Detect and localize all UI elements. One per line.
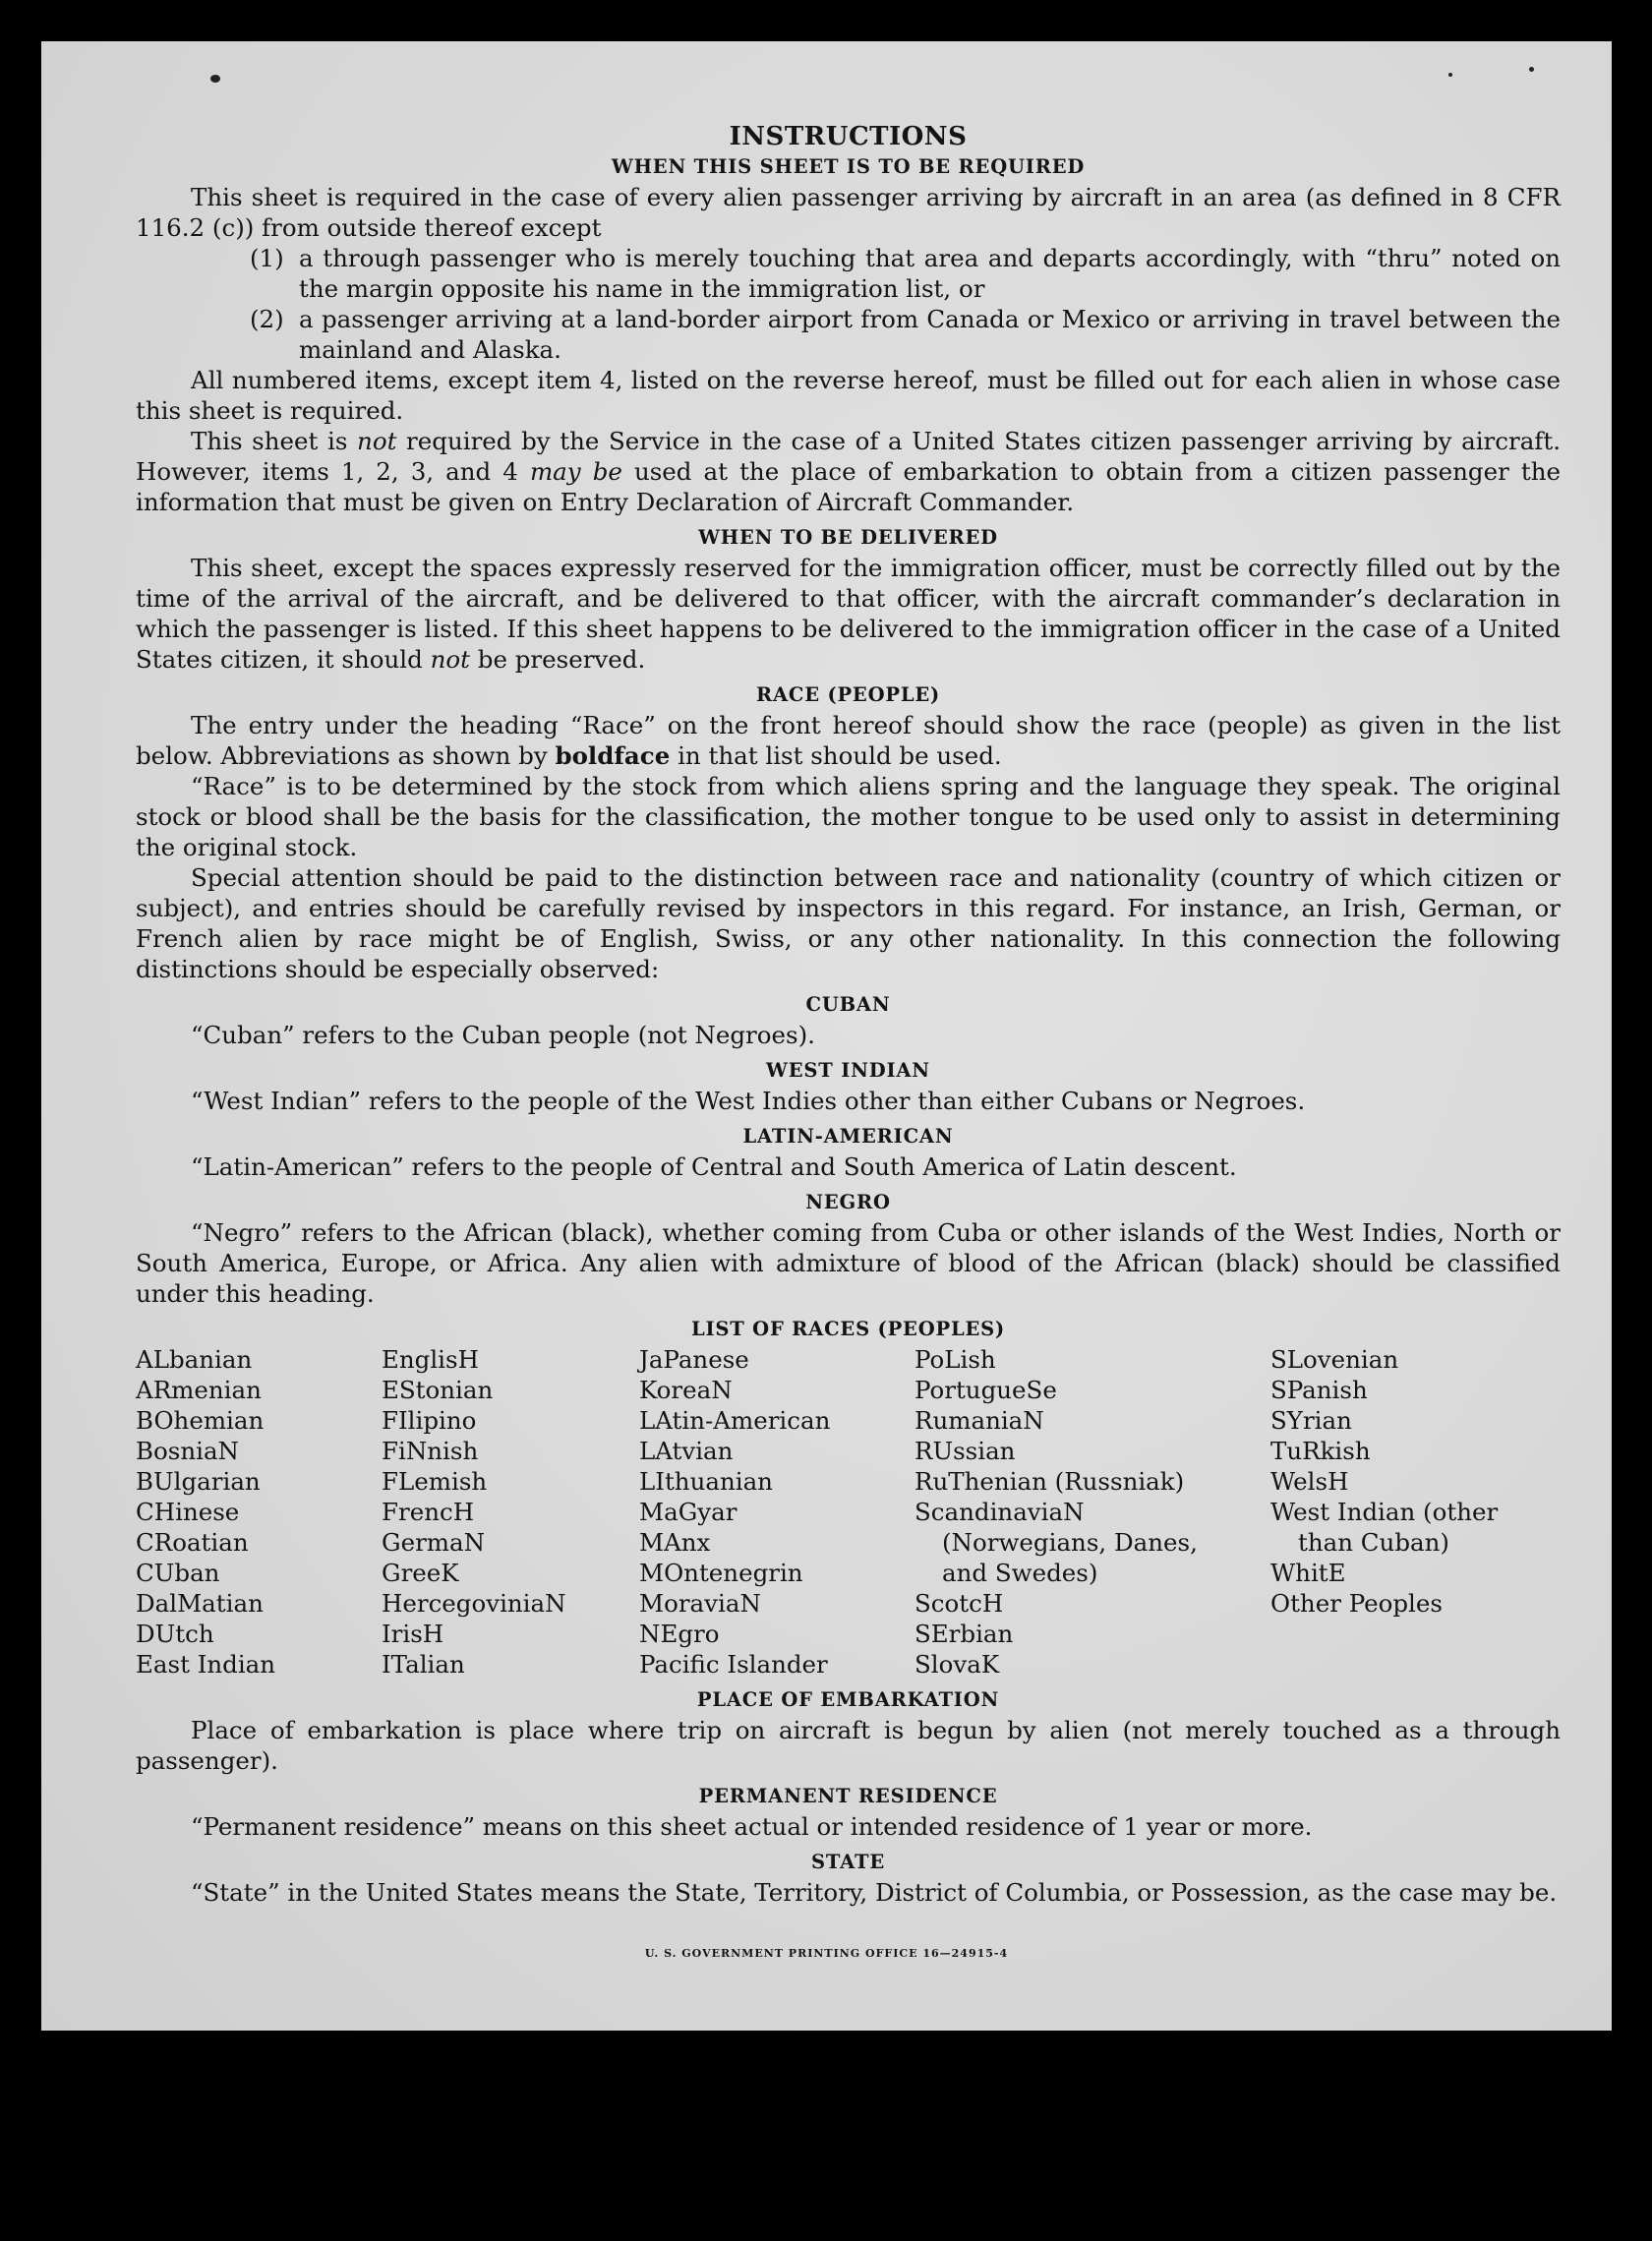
paragraph: [136, 710, 1561, 771]
race-item: CHinese: [136, 1498, 240, 1526]
heading-negro: NEGRO: [805, 1191, 891, 1213]
item-number: (1): [250, 244, 284, 272]
emphasis-not: not: [357, 427, 397, 455]
race-item: WelsH: [1270, 1467, 1349, 1496]
race-item: DUtch: [136, 1620, 214, 1648]
bold-word: boldface: [555, 741, 671, 770]
list-item: [136, 243, 1561, 304]
paragraph: “Latin-American” refers to the people of Central and South America of Latin descent.: [191, 1152, 1237, 1181]
race-item: CUban: [136, 1559, 220, 1587]
paragraph: This sheet is required in the case of every alien passenger arriving by aircraft in an area (as defined in 8 CFR 116.2 (c)) from outside thereof except: [136, 183, 1561, 242]
race-item: CRoatian: [136, 1528, 249, 1557]
race-item: EStonian: [382, 1376, 494, 1404]
text-run: be preserved.: [469, 645, 646, 674]
race-item: Other Peoples: [1270, 1589, 1443, 1618]
race-item: SErbian: [914, 1620, 1014, 1648]
race-item: FrencH: [382, 1498, 475, 1526]
text-run: This sheet, except the spaces expressly reserved for the immigration officer, must be correctly filled out by the time of the arrival of the aircraft, and be delivered to that officer, with the aircraft commander’s declaration in which the passenger is listed. If this sheet happens to be delivered to the immigration officer in the case of a United States citizen, it should: [136, 554, 1561, 674]
text-run: This sheet is: [191, 427, 358, 455]
race-item: JaPanese: [639, 1345, 749, 1374]
heading-race: RACE (PEOPLE): [755, 683, 941, 706]
race-item: LAtvian: [639, 1437, 734, 1465]
instructions-body: [136, 122, 1561, 1908]
race-item: KoreaN: [639, 1376, 733, 1404]
document-sheet: [41, 41, 1612, 2031]
race-item: FIlipino: [382, 1406, 477, 1435]
race-item: ScandinaviaN (Norwegians, Danes, and Swedes): [914, 1498, 1198, 1587]
list-item: [136, 304, 1561, 365]
item-number: (2): [250, 305, 284, 333]
paragraph: All numbered items, except item 4, listed on the reverse hereof, must be filled out for each alien in whose case this sheet is required.: [136, 366, 1561, 425]
paragraph: “Negro” refers to the African (black), whether coming from Cuba or other islands of the West Indies, North or South America, Europe, or Africa. Any alien with admixture of blood of the African (black) should be classified under this heading.: [136, 1218, 1561, 1308]
race-item: ITalian: [382, 1650, 465, 1679]
emphasis-may-be: may be: [529, 457, 622, 486]
race-item: PoLish: [914, 1345, 996, 1374]
paragraph: “Cuban” refers to the Cuban people (not Negroes).: [191, 1021, 815, 1049]
race-item: MaGyar: [639, 1498, 738, 1526]
heading-latin-american: LATIN-AMERICAN: [742, 1125, 954, 1148]
paragraph: “Race” is to be determined by the stock from which aliens spring and the language they speak. The original stock or blood shall be the basis for the classification, the mother tongue to be used only to assist in determining the original stock.: [136, 772, 1561, 861]
race-item: NEgro: [639, 1620, 720, 1648]
race-item: SLovenian: [1270, 1345, 1399, 1374]
race-item: ScotcH: [914, 1589, 1004, 1618]
race-item: EnglisH: [382, 1345, 479, 1374]
race-item: ALbanian: [136, 1345, 253, 1374]
heading-cuban: CUBAN: [805, 993, 891, 1016]
race-item: East Indian: [136, 1650, 276, 1679]
text-run: The entry under the heading “Race” on the front hereof should show the race (people) as given in the list below. Abbreviations as shown by: [136, 711, 1561, 770]
heading-list-of-races: LIST OF RACES (PEOPLES): [690, 1318, 1006, 1340]
heading-when-delivered: WHEN TO BE DELIVERED: [698, 526, 998, 549]
race-item: TuRkish: [1270, 1437, 1371, 1465]
text-run: required by the Service in the case of a United States citizen passenger arriving by aircraft. However, items 1, 2, 3, and 4: [136, 427, 1561, 486]
race-item: BUlgarian: [136, 1467, 261, 1496]
print-speck: [1448, 73, 1452, 77]
item-text: a through passenger who is merely touching that area and departs accordingly, with “thru” noted on the margin opposite his name in the immigration list, or: [299, 244, 1561, 303]
race-item: BosniaN: [136, 1437, 239, 1465]
race-item: FLemish: [382, 1467, 488, 1496]
race-item: Pacific Islander: [639, 1650, 828, 1679]
race-item: WhitE: [1270, 1559, 1346, 1587]
race-item: FiNnish: [382, 1437, 479, 1465]
print-speck: [1529, 67, 1534, 72]
printing-office-imprint: U. S. GOVERNMENT PRINTING OFFICE 16—24915-4: [644, 1947, 1009, 1960]
paragraph: [136, 553, 1561, 675]
race-column-1: [136, 1344, 382, 1680]
paragraph: “Permanent residence” means on this sheet actual or intended residence of 1 year or more.: [191, 1812, 1313, 1841]
race-item: West Indian (other than Cuban): [1270, 1498, 1499, 1557]
race-item: IrisH: [382, 1620, 444, 1648]
text-run: used at the place of embarkation to obtain from a citizen passenger the information that must be given on Entry Declaration of Aircraft Commander.: [136, 457, 1561, 516]
race-column-4: [914, 1344, 1270, 1680]
heading-permanent-residence: PERMANENT RESIDENCE: [698, 1785, 998, 1807]
heading-place-of-embarkation: PLACE OF EMBARKATION: [696, 1688, 1000, 1711]
paragraph: “West Indian” refers to the people of the West Indies other than either Cubans or Negroes.: [191, 1087, 1306, 1115]
heading-state: STATE: [811, 1851, 885, 1873]
race-item: PortugueSe: [914, 1376, 1057, 1404]
paragraph: Place of embarkation is place where trip on aircraft is begun by alien (not merely touched as a through passenger).: [136, 1716, 1561, 1775]
race-item: RuThenian (Russniak): [914, 1467, 1185, 1496]
race-item: GreeK: [382, 1559, 459, 1587]
race-item: DalMatian: [136, 1589, 264, 1618]
race-item: HercegoviniaN: [382, 1589, 566, 1618]
race-item: MoraviaN: [639, 1589, 761, 1618]
paragraph: [136, 426, 1561, 517]
paragraph: Special attention should be paid to the distinction between race and nationality (country of which citizen or subject), and entries should be carefully revised by inspectors in this regard. For instance, an Irish, German, or French alien by race might be of English, Swiss, or any other nationality. In this connection the following distinctions should be especially observed:: [136, 863, 1561, 983]
race-item: LIthuanian: [639, 1467, 773, 1496]
race-item: MOntenegrin: [639, 1559, 803, 1587]
race-item: BOhemian: [136, 1406, 265, 1435]
emphasis-not: not: [430, 645, 470, 674]
race-item: MAnx: [639, 1528, 711, 1557]
race-item: RUssian: [914, 1437, 1016, 1465]
race-item: GermaN: [382, 1528, 486, 1557]
print-speck: [210, 75, 220, 83]
heading-west-indian: WEST INDIAN: [766, 1059, 930, 1082]
race-list: [136, 1344, 1561, 1680]
paragraph: “State” in the United States means the State, Territory, District of Columbia, or Possession, as the case may be.: [191, 1878, 1558, 1907]
race-item: ARmenian: [136, 1376, 262, 1404]
race-item: RumaniaN: [914, 1406, 1044, 1435]
heading-when-required: WHEN THIS SHEET IS TO BE REQUIRED: [611, 155, 1086, 178]
item-text: a passenger arriving at a land-border airport from Canada or Mexico or arriving in travel between the mainland and Alaska.: [299, 305, 1561, 364]
race-column-3: [639, 1344, 914, 1680]
page-title: INSTRUCTIONS: [729, 122, 968, 151]
race-column-2: [382, 1344, 639, 1680]
race-item: SlovaK: [914, 1650, 1000, 1679]
text-run: in that list should be used.: [670, 741, 1002, 770]
race-column-5: [1270, 1344, 1561, 1680]
race-item: SYrian: [1270, 1406, 1352, 1435]
race-item: SPanish: [1270, 1376, 1368, 1404]
race-item: LAtin-American: [639, 1406, 831, 1435]
